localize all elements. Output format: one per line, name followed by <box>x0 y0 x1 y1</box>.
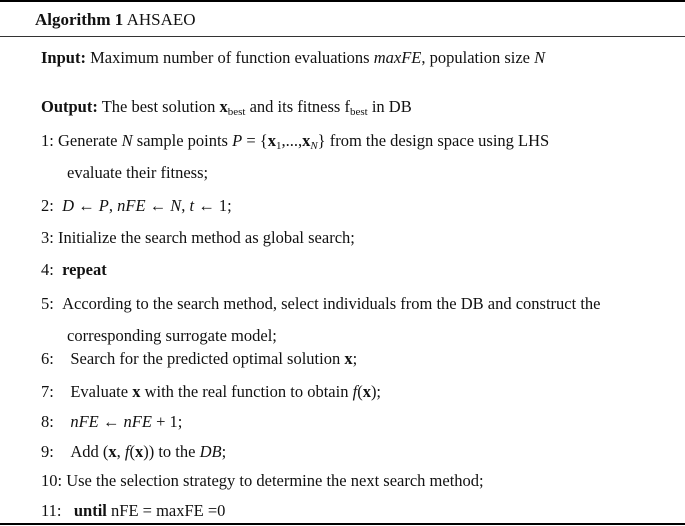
step-number: 6: <box>41 349 54 368</box>
step-number: 3: <box>41 228 54 247</box>
step-number: 7: <box>41 382 54 401</box>
arrow: ← <box>74 196 99 215</box>
var-x: x <box>108 442 117 461</box>
input-text: Maximum number of function evaluations <box>90 48 374 67</box>
step-9 <box>41 442 226 462</box>
step-text: Generate <box>53 131 122 150</box>
step-number: 8: <box>41 412 54 431</box>
step-text: + 1; <box>151 412 183 431</box>
step-text: Add ( <box>70 442 109 461</box>
var-p: P <box>98 196 109 215</box>
var-d: D <box>62 196 75 215</box>
var-n: N <box>121 131 133 150</box>
sep: , <box>116 442 125 461</box>
output-keyword: Output: <box>41 97 98 116</box>
step-7 <box>41 382 381 402</box>
output-text-c: in DB <box>367 97 412 116</box>
var-x: x <box>134 442 144 461</box>
step-number: 10: <box>41 471 63 490</box>
var-f: f <box>352 382 358 401</box>
step-number: 4: <box>41 260 54 279</box>
step-text: } from the design space using LHS <box>317 131 550 150</box>
keyword-until: until <box>73 501 107 520</box>
var-db: DB <box>199 442 222 461</box>
step-10 <box>41 471 484 491</box>
input-keyword: Input: <box>41 48 86 67</box>
var-x: x <box>219 97 228 116</box>
arrow: ← 1; <box>194 196 232 215</box>
step-text: nFE = maxFE =0 <box>106 501 226 520</box>
step-text: Initialize the search method as global search; <box>53 228 355 247</box>
output-text-b: and its fitness <box>245 97 345 116</box>
step-text: sample points <box>132 131 233 150</box>
input-text-b: , population size <box>421 48 535 67</box>
step-text: ; <box>352 349 358 368</box>
var-p: P <box>232 131 243 150</box>
step-4 <box>41 260 107 280</box>
step-text: with the real function to obtain <box>140 382 353 401</box>
var-nfe: nFE <box>123 412 152 431</box>
var-t: t <box>189 196 195 215</box>
var-nfe: nFE <box>117 196 146 215</box>
sep: , <box>108 196 118 215</box>
algorithm-name: AHSAEO <box>126 10 196 29</box>
var-x: x <box>344 349 353 368</box>
algorithm-title <box>35 10 196 30</box>
step-5-cont: corresponding surrogate model; <box>67 326 277 345</box>
step-number: 11: <box>41 501 62 520</box>
top-rule <box>0 0 685 2</box>
step-1 <box>41 131 549 151</box>
var-nfe: nFE <box>70 412 99 431</box>
sub-best: best <box>349 106 368 118</box>
var-maxfe: maxFE <box>373 48 422 67</box>
step-number: 2: <box>41 196 54 215</box>
paren: ( <box>129 442 135 461</box>
header-rule <box>0 36 685 37</box>
step-text: )) to the <box>143 442 200 461</box>
step-11 <box>41 501 225 521</box>
output-text: The best solution <box>101 97 220 116</box>
step-text: ,..., <box>281 131 303 150</box>
step-2 <box>41 196 232 216</box>
algorithm-label: Algorithm 1 <box>35 10 124 29</box>
var-n: N <box>534 48 546 67</box>
step-3 <box>41 228 355 248</box>
step-6 <box>41 349 357 369</box>
subscript: 1 <box>275 140 282 152</box>
var-f: f <box>124 442 130 461</box>
var-f: f <box>344 97 350 116</box>
step-text: = { <box>242 131 268 150</box>
step-text: ; <box>221 442 227 461</box>
var-x: x <box>302 131 311 150</box>
keyword-repeat: repeat <box>62 260 107 279</box>
sub-best: best <box>227 106 246 118</box>
arrow: ← <box>98 412 124 431</box>
var-n: N <box>170 196 182 215</box>
step-number: 9: <box>41 442 54 461</box>
arrow: ← <box>145 196 171 215</box>
step-1-cont: evaluate their fitness; <box>67 163 209 182</box>
var-x: x <box>267 131 276 150</box>
paren: ); <box>370 382 382 401</box>
step-5 <box>41 294 601 314</box>
step-8 <box>41 412 182 432</box>
step-text: Search for the predicted optimal solution <box>70 349 345 368</box>
bottom-rule <box>0 523 685 525</box>
step-text: According to the search method, select individuals from the DB and construct the <box>62 294 601 313</box>
paren: ( <box>357 382 363 401</box>
subscript: N <box>310 140 318 152</box>
var-x: x <box>362 382 371 401</box>
sep: , <box>181 196 190 215</box>
output-line <box>41 97 412 117</box>
var-x: x <box>132 382 141 401</box>
step-number: 1: <box>41 131 54 150</box>
step-number: 5: <box>41 294 54 313</box>
input-line <box>41 48 545 68</box>
step-text: Evaluate <box>70 382 133 401</box>
step-text: Use the selection strategy to determine the next search method; <box>62 471 484 490</box>
